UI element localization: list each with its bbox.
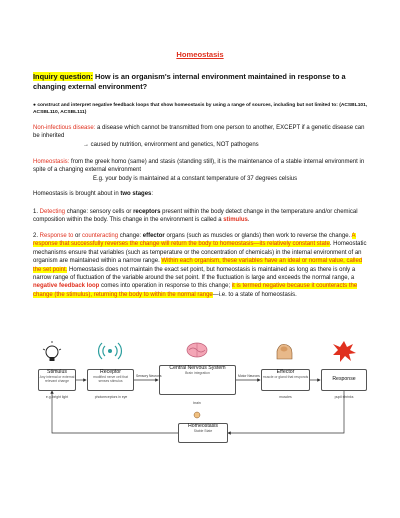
inquiry-label: Inquiry question: [33,72,93,81]
effector-title: Effector [276,369,295,375]
noninfectious-text: a disease which cannot be transmitted from one person to another, EXCEPT if a genetic disease can be inherited [33,125,365,140]
stimulus-sub: Any internal or external relevant change [39,375,75,384]
homeostasis-title: Homeostasis [188,423,218,429]
stage-2-text-2: organs (such as muscles or glands) then work to reverse the change. [164,233,352,239]
stage-1-receptors: receptors [133,209,161,215]
sensory-neurons-label: Sensory Neurons [136,374,162,378]
inquiry-text: How is an organism's internal environment maintained in response to a changing external environment? [33,72,346,91]
noninfectious-definition [33,124,369,149]
homeostasis-example: E.g. your body is maintained at a constant temperature of 37 degrees celsius [93,175,298,182]
caption-cns: brain [193,401,201,405]
response-box [321,369,367,391]
stage-1-term: Detecting [39,209,66,215]
stage-2-term-2: counteracting [82,233,119,239]
stages-intro [33,190,369,198]
stage-2-text-5: comes into operation in response to this change; [99,283,232,290]
effector-sub: muscle or gland that responds [262,375,309,380]
brain-icon [187,343,207,357]
homeostasis-term: Homeostasis: [33,159,70,165]
stage-2-num: 2. [33,233,40,239]
stage-1-num: 1. [33,209,40,215]
stage-1-paragraph [33,208,369,225]
signal-icon [99,343,122,359]
stimulus-box [38,369,76,391]
stages-intro-text: Homeostasis is brought about in [33,191,121,197]
stages-intro-bold: two stages [120,191,152,197]
stage-2-negative-feedback-loop: negative feedback loop [33,283,100,290]
stage-1-text-2: present within the body detect change in the temperature and/or chemical composition within the body. This change in the environment is called a [33,209,358,224]
inquiry-question [33,72,369,91]
effector-box [261,369,310,391]
stage-2-text-4: Homeostasis does not maintain the exact set point, but homeostasis is maintained as long as there is only a narrow range of fluctuation of the variable around the set point. If the fluctuation is large and exceeds the normal range, a [33,266,356,282]
motor-neurons-label: Motor Neurons [238,374,260,378]
receptor-box [87,369,134,391]
stage-2-text-3: . Homeostatic mechanisms ensure that variables (such as temperature or the concentration of chemicals) in the internal environment of an organism are maintained within a narrow range. [33,241,367,265]
cns-title: Central Nervous System [169,365,226,371]
stage-2-text-1: change: [118,233,143,239]
cns-box [159,365,236,395]
stage-2-paragraph [33,232,369,299]
cns-sub: Brain integration [185,371,210,376]
stimulus-title: Stimulus [47,369,67,375]
lightbulb-icon [43,341,61,361]
receptor-sub: modified nerve cell that senses stimulus [93,375,128,384]
stage-2-term-1: Response to [39,233,74,239]
homeostasis-sub: Stable State [193,429,213,434]
page-title: Homeostasis [176,50,224,59]
caption-response: pupil shrinks [334,395,354,399]
caption-stimulus: e.g. bright light [45,395,69,399]
response-title: Response [332,376,356,382]
stage-2-highlight-2: Within each organism, these variables have an ideal or normal value, called the set point. [33,258,363,273]
receptor-title: Receptor [99,369,122,375]
syllabus-point: ● construct and interpret negative feedback loops that show homeostasis by using a range of sources, including but not limited to: (ACSBL101, ACSBL110, ACSBL111) [33,103,368,115]
homeostasis-box [178,423,228,443]
stage-2-or: or [73,233,83,239]
homeostasis-definition [33,158,369,183]
stages-intro-end: : [151,191,154,197]
stage-2-text-6: —i.e. to a state of homeostasis. [212,291,297,298]
stage-2-effector: effector [142,233,165,239]
stage-1-stimulus: stimulus [223,217,248,224]
stage-2-highlight-3: it is termed negative because it counteracts the change (the stimulus), returning the body to within the normal range [33,283,358,298]
stage-1-text-1: change: sensory cells or [65,209,134,215]
stage-2-highlight-1: A response that successfully reverses the change will return the body to homeostasis—its relatively constant state [33,233,356,248]
hand-icon [194,412,200,418]
burst-icon [333,341,356,362]
muscle-icon [277,344,292,359]
homeostasis-text: from the greek homo (same) and stasis (standing still), it is the maintenance of a stable internal environment in spite of a changing external environment [33,159,365,174]
noninfectious-term: Non-infectious disease: [33,125,96,131]
noninfectious-cause: → caused by nutrition, environment and genetics, NOT pathogens [83,141,259,148]
stage-1-end: . [247,217,250,224]
feedback-loop-diagram [30,325,375,455]
caption-receptor: photoreceptors in eye [94,395,128,399]
caption-effector: muscles [279,395,292,399]
